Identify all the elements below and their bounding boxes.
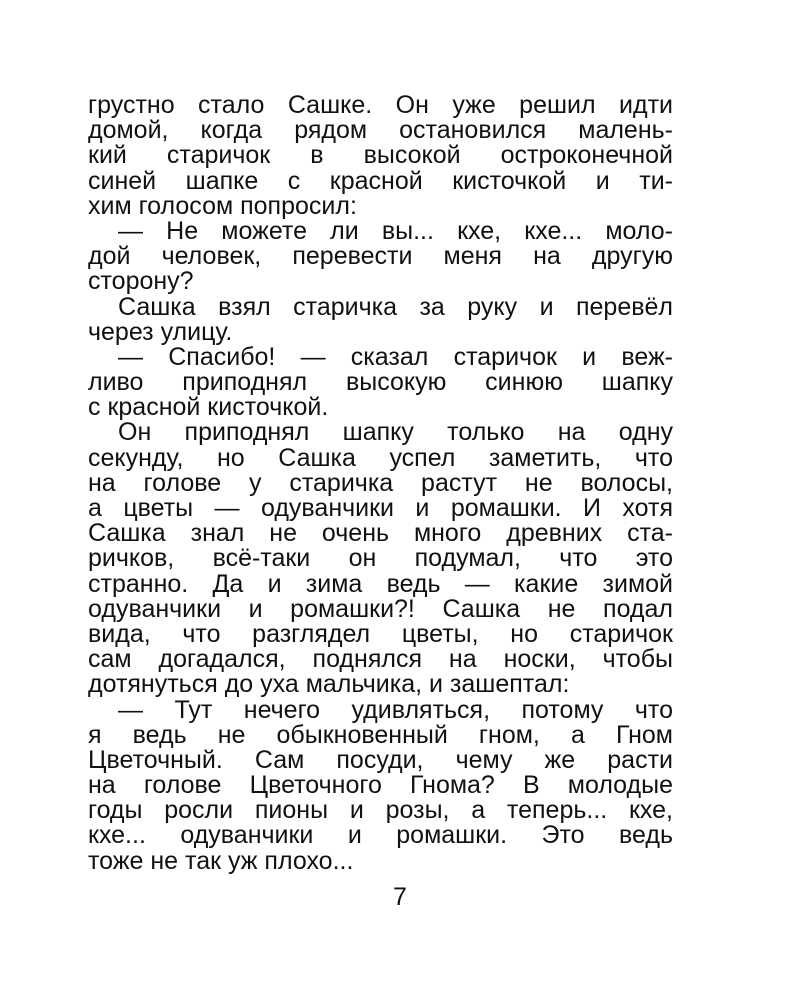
text-line: Цветочный. Сам посуди, чему же расти <box>88 745 673 774</box>
text-line: синей шапке с красной кисточкой и ти- <box>88 166 673 195</box>
text-line: на голове у старичка растут не волосы, <box>88 468 673 497</box>
text-line: домой, когда рядом остановился малень- <box>88 116 673 145</box>
text-line: тоже не так уж плохо... <box>88 846 354 875</box>
text-line: сам догадался, поднялся на носки, чтобы <box>88 645 673 674</box>
text-line: Сашка знал не очень много древних ста- <box>88 519 673 548</box>
text-line: хим голосом попросил: <box>88 191 357 220</box>
text-line: — Тут нечего удивляться, потому что <box>118 695 673 724</box>
text-line: странно. Да и зима ведь — какие зимой <box>88 569 673 598</box>
text-line: ливо приподнял высокую синюю шапку <box>88 368 673 397</box>
text-line: а цветы — одуванчики и ромашки. И хотя <box>88 494 673 522</box>
text-line: вида, что разглядел цветы, но старичок <box>88 619 673 648</box>
text-line: дотянуться до уха мальчика, и зашептал: <box>88 670 570 699</box>
text-line: одуванчики и ромашки?! Сашка не подал <box>88 594 673 623</box>
text-line: через улицу. <box>88 317 233 346</box>
text-line: дой человек, перевести меня на другую <box>88 242 673 271</box>
text-line: на голове Цветочного Гнома? В молодые <box>88 771 673 800</box>
text-line: — Спасибо! — сказал старичок и веж- <box>118 342 673 371</box>
text-line: ричков, всё-таки он подумал, что это <box>88 544 673 573</box>
text-line: годы росли пионы и розы, а теперь... кхе, <box>88 796 673 825</box>
text-line: я ведь не обыкновенный гном, а Гном <box>88 720 673 749</box>
text-line: кхе... одуванчики и ромашки. Это ведь <box>88 821 673 850</box>
text-line: Он приподнял шапку только на одну <box>118 418 673 447</box>
text-line: Сашка взял старичка за руку и перевёл <box>118 292 673 321</box>
text-line: секунду, но Сашка успел заметить, что <box>88 443 673 472</box>
text-line: с красной кисточкой. <box>88 393 329 422</box>
text-line: сторону? <box>88 267 194 296</box>
page-number: 7 <box>393 883 407 911</box>
text-line: кий старичок в высокой остроконечной <box>88 141 673 170</box>
text-line: грустно стало Сашке. Он уже решил идти <box>88 91 673 119</box>
text-line: — Не можете ли вы... кхе, кхе... моло- <box>118 216 673 245</box>
body-text <box>88 93 673 874</box>
